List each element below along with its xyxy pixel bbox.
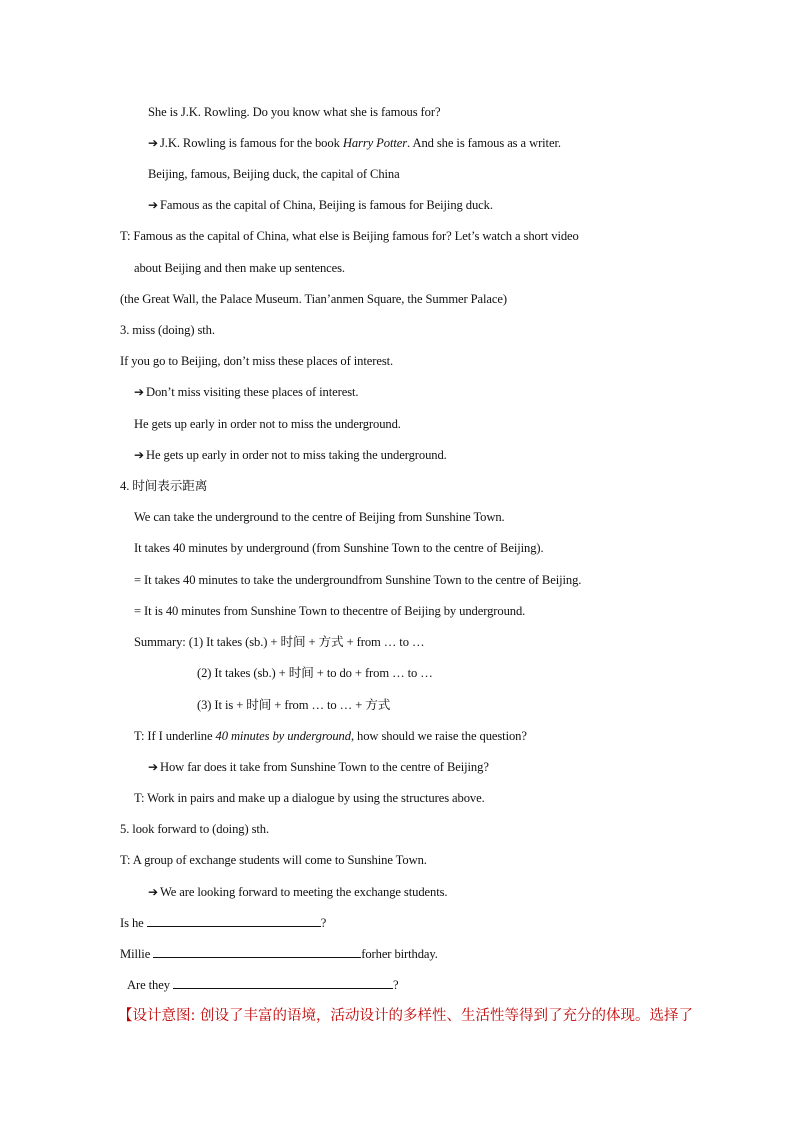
example-distance-2: It takes 40 minutes by underground (from Sunshine Town to the centre of Beijing). bbox=[134, 541, 544, 555]
teacher-prompt-beijing-cont: about Beijing and then make up sentences. bbox=[134, 261, 345, 275]
arrow-icon: ➔ bbox=[134, 385, 144, 399]
arrow-icon: ➔ bbox=[148, 136, 158, 150]
exercise-2: Millie forher birthday. bbox=[120, 947, 438, 961]
arrow-icon: ➔ bbox=[148, 198, 158, 212]
exercise-3: Are they ? bbox=[127, 978, 399, 992]
example-miss-2: He gets up early in order not to miss the underground. bbox=[134, 417, 401, 431]
places-list: (the Great Wall, the Palace Museum. Tian’anmen Square, the Summer Palace) bbox=[120, 292, 507, 306]
summary-1: Summary: (1) It takes (sb.) + 时间 + 方式 + from … to … bbox=[134, 635, 425, 649]
exercise-1: Is he ? bbox=[120, 916, 327, 930]
example-miss-1: If you go to Beijing, don’t miss these places of interest. bbox=[120, 354, 394, 368]
example-rowling-question: She is J.K. Rowling. Do you know what she is famous for? bbox=[148, 105, 441, 119]
summary-2: (2) It takes (sb.) + 时间 + to do + from … to … bbox=[197, 666, 433, 680]
example-distance-3: = It takes 40 minutes to take the undergroundfrom Sunshine Town to the centre of Beijing. bbox=[134, 573, 582, 587]
example-look-forward: T: A group of exchange students will come to Sunshine Town. bbox=[120, 853, 427, 867]
answer-blank[interactable] bbox=[147, 915, 321, 927]
example-look-forward-answer: ➔ We are looking forward to meeting the exchange students. bbox=[148, 885, 448, 899]
example-distance-4: = It is 40 minutes from Sunshine Town to thecentre of Beijing by underground. bbox=[134, 604, 526, 618]
answer-blank[interactable] bbox=[153, 946, 361, 958]
example-miss-1-answer: ➔ Don’t miss visiting these places of interest. bbox=[134, 385, 359, 399]
example-rowling-answer: ➔ J.K. Rowling is famous for the book Harry Potter. And she is famous as a writer. bbox=[148, 136, 561, 150]
teacher-prompt-beijing: T: Famous as the capital of China, what else is Beijing famous for? Let’s watch a short video bbox=[120, 229, 579, 243]
section-5-heading: 5. look forward to (doing) sth. bbox=[120, 822, 270, 836]
teacher-question-underline: T: If I underline 40 minutes by underground, how should we raise the question? bbox=[134, 729, 527, 743]
section-3-heading: 3. miss (doing) sth. bbox=[120, 323, 215, 337]
arrow-icon: ➔ bbox=[134, 448, 144, 462]
example-distance-1: We can take the underground to the centre of Beijing from Sunshine Town. bbox=[134, 510, 505, 524]
teacher-question-answer: ➔ How far does it take from Sunshine Town to the centre of Beijing? bbox=[148, 760, 489, 774]
section-4-heading: 4. 时间表示距离 bbox=[120, 479, 208, 493]
answer-blank[interactable] bbox=[173, 977, 393, 989]
example-beijing-answer: ➔ Famous as the capital of China, Beijing is famous for Beijing duck. bbox=[148, 198, 493, 212]
arrow-icon: ➔ bbox=[148, 760, 158, 774]
summary-3: (3) It is + 时间 + from … to … + 方式 bbox=[197, 698, 391, 712]
example-miss-2-answer: ➔ He gets up early in order not to miss taking the underground. bbox=[134, 448, 447, 462]
example-beijing-keywords: Beijing, famous, Beijing duck, the capital of China bbox=[148, 167, 400, 181]
arrow-icon: ➔ bbox=[148, 885, 158, 899]
design-intent-note: 【设计意图: 创设了丰富的语境，活动设计的多样性、生活性等得到了充分的体现。选择了 bbox=[118, 1008, 693, 1024]
pair-work-instruction: T: Work in pairs and make up a dialogue by using the structures above. bbox=[134, 791, 485, 805]
